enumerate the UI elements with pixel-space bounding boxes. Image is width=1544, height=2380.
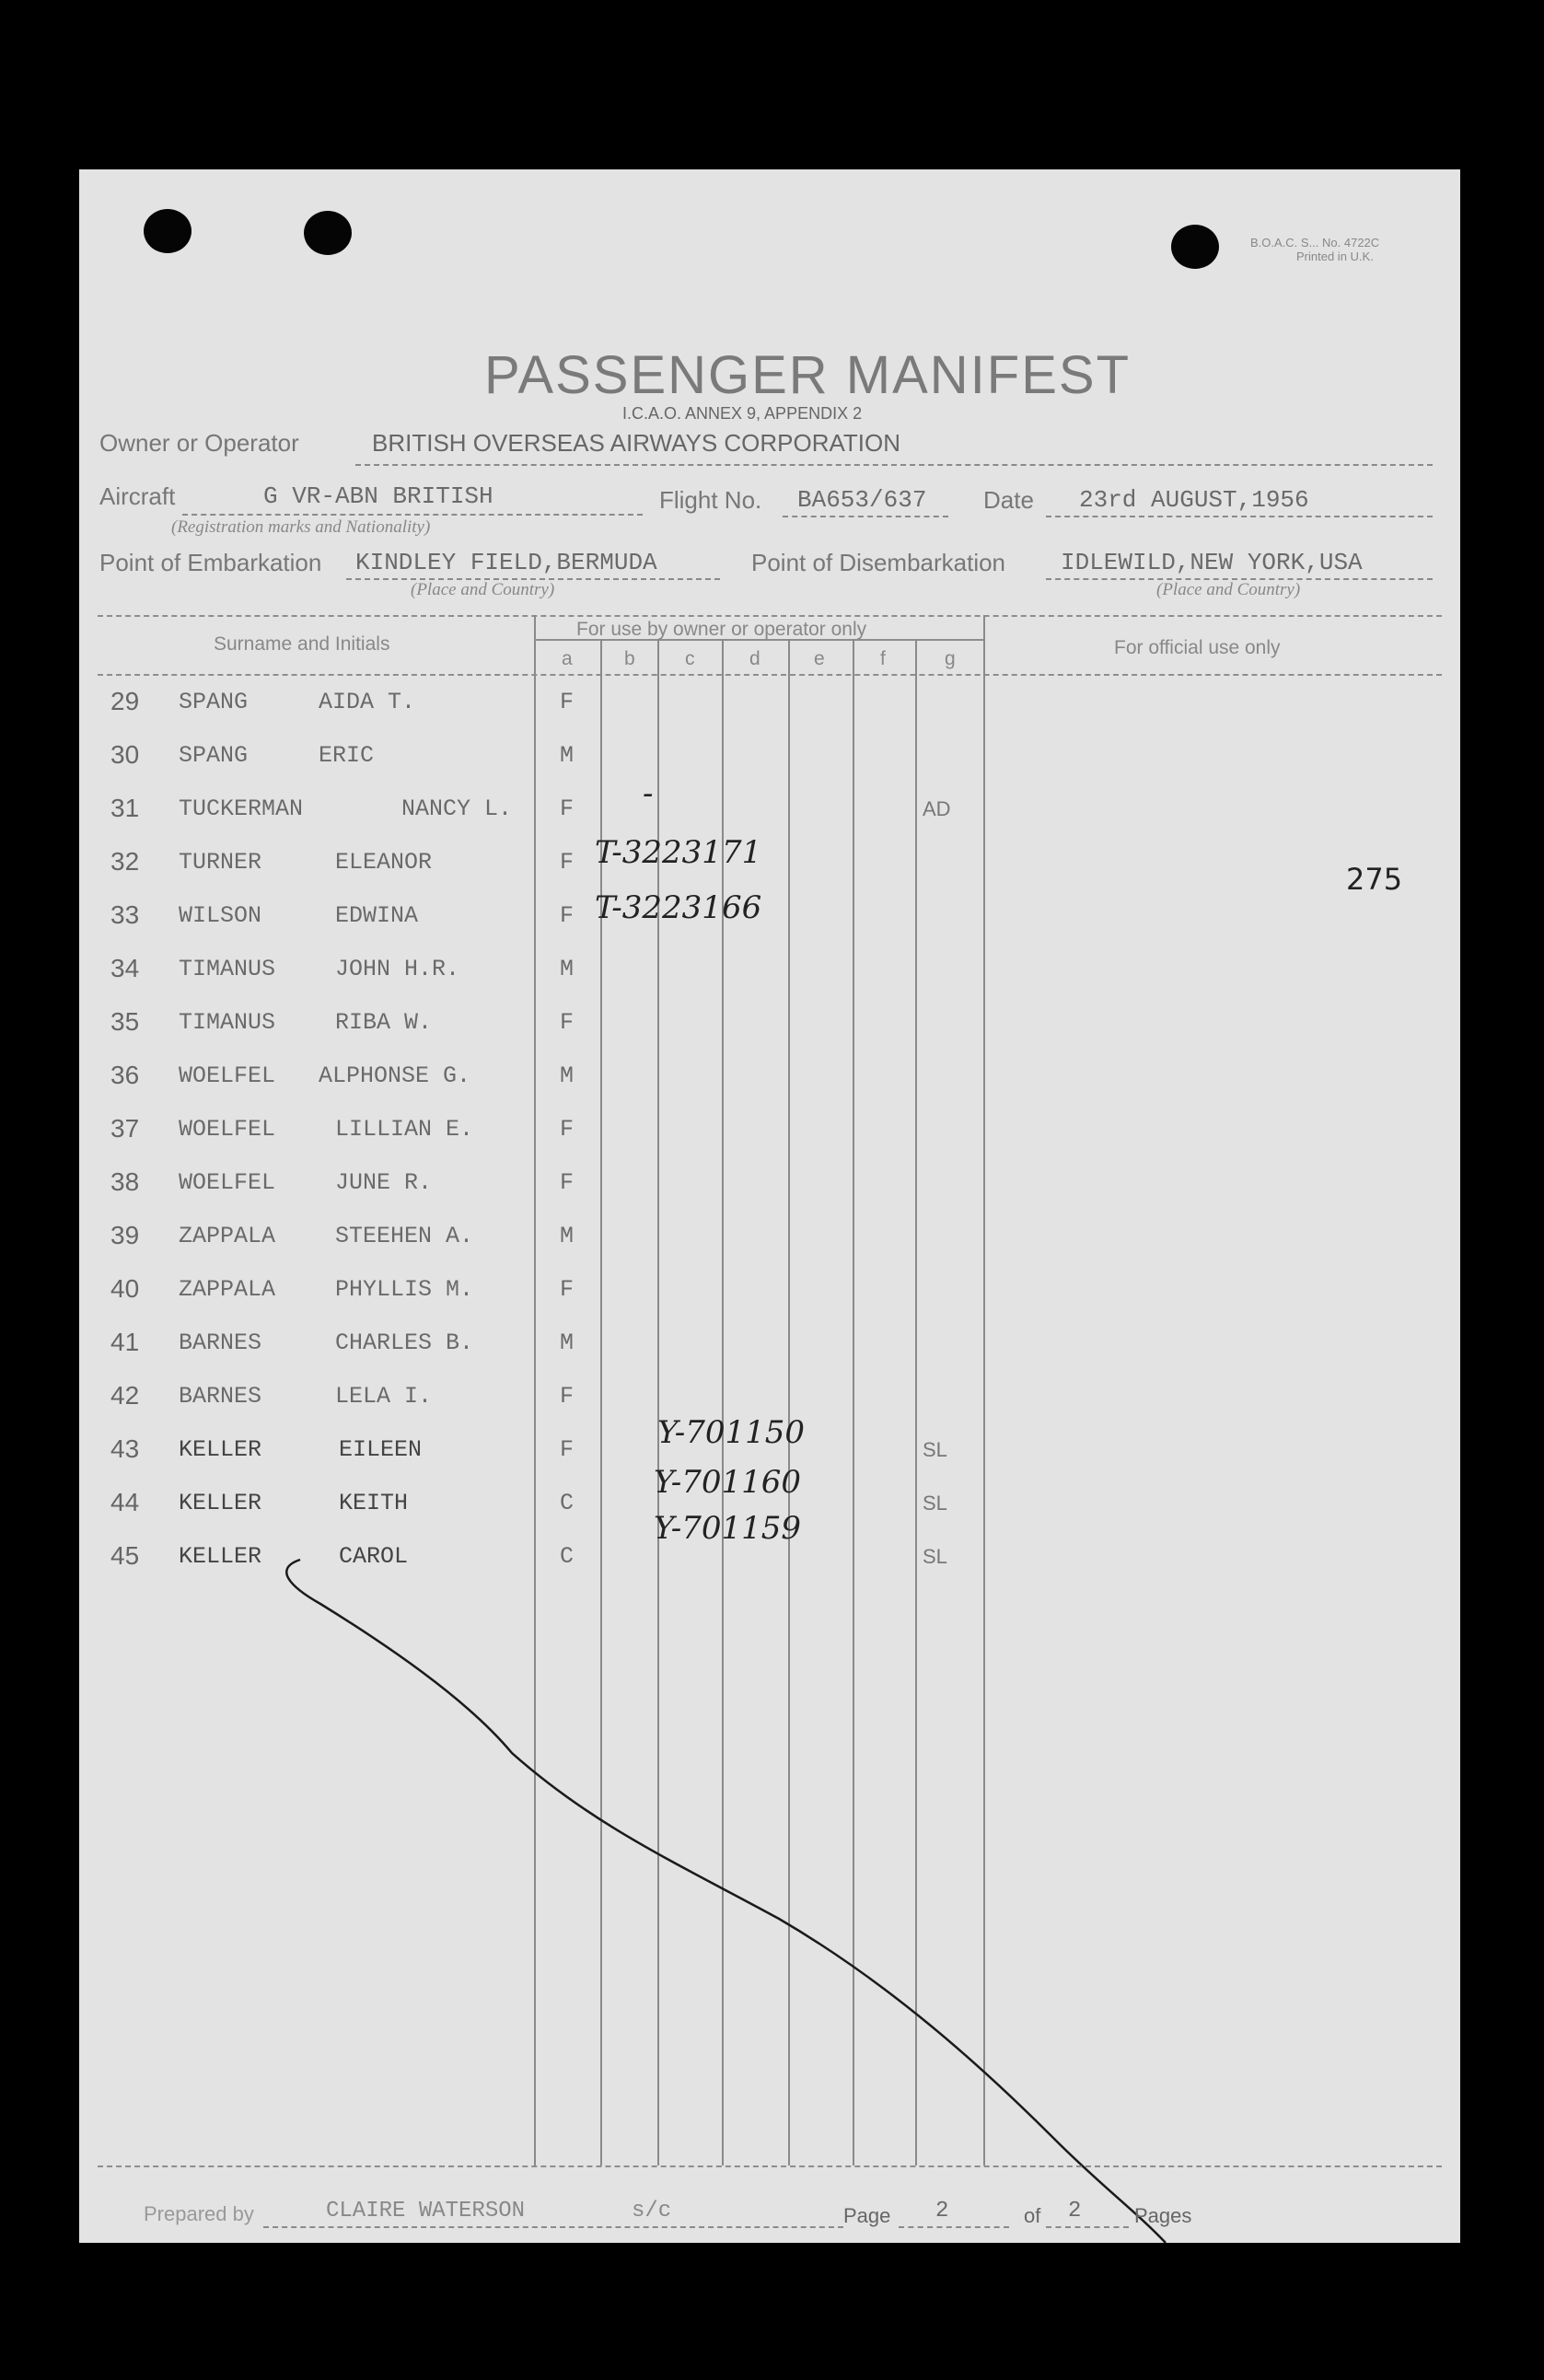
handwritten-entry: -: [643, 775, 654, 812]
name-column-header: Surname and Initials: [214, 633, 390, 655]
form-number-text: B.O.A.C. S... No. 4722C: [1250, 236, 1380, 250]
sex: F: [560, 1436, 575, 1463]
sex: F: [560, 849, 575, 876]
col-label-f: f: [880, 648, 886, 669]
sex: C: [560, 1543, 575, 1570]
flight-label: Flight No.: [659, 486, 762, 514]
printed-text: Printed in U.K.: [1296, 250, 1374, 263]
row-number: 40: [110, 1274, 140, 1303]
surname: TIMANUS: [179, 956, 276, 982]
sex: M: [560, 1223, 575, 1249]
col-label-a: a: [562, 648, 573, 669]
surname: WILSON: [179, 902, 262, 929]
row-number: 43: [110, 1434, 140, 1463]
sex: M: [560, 956, 575, 982]
status-code: SL: [923, 1438, 947, 1461]
owner-value: BRITISH OVERSEAS AIRWAYS CORPORATION: [372, 429, 901, 457]
embark-label: Point of Embarkation: [99, 549, 322, 576]
given-names: RIBA W.: [335, 1009, 433, 1036]
page-title: PASSENGER MANIFEST: [484, 345, 1132, 405]
surname: TUCKERMAN: [179, 795, 304, 822]
given-names: KEITH: [339, 1490, 409, 1516]
given-names: ERIC: [319, 742, 375, 769]
row-number: 34: [110, 954, 140, 982]
status-code: SL: [923, 1492, 947, 1515]
flight-value: BA653/637: [797, 486, 927, 514]
sex: M: [560, 742, 575, 769]
surname: SPANG: [179, 689, 249, 715]
sex: F: [560, 902, 575, 929]
given-names: JUNE R.: [335, 1169, 433, 1196]
given-names: EILEEN: [339, 1436, 423, 1463]
cancellation-stroke: [79, 169, 1460, 2243]
sex: F: [560, 1276, 575, 1303]
surname: WOELFEL: [179, 1116, 276, 1143]
date-label: Date: [983, 486, 1034, 514]
surname: KELLER: [179, 1543, 262, 1570]
owner-label: Owner or Operator: [99, 429, 299, 457]
given-names: NANCY L.: [401, 795, 513, 822]
surname: SPANG: [179, 742, 249, 769]
footer-rule: [98, 2165, 1442, 2167]
given-names: PHYLLIS M.: [335, 1276, 474, 1303]
manifest-sheet: [79, 169, 1460, 2243]
given-names: LILLIAN E.: [335, 1116, 474, 1143]
disembark-hint: (Place and Country): [1156, 580, 1301, 599]
row-number: 36: [110, 1061, 140, 1089]
official-use-header: For official use only: [1114, 637, 1281, 658]
sex: M: [560, 1062, 575, 1089]
page-number: 2: [935, 2199, 949, 2223]
prepared-underline: [263, 2226, 843, 2228]
row-number: 29: [110, 687, 140, 715]
surname: KELLER: [179, 1490, 262, 1516]
row-number: 31: [110, 794, 140, 822]
col-label-e: e: [814, 648, 825, 669]
sex: F: [560, 1116, 575, 1143]
surname: TIMANUS: [179, 1009, 276, 1036]
page-total: 2: [1068, 2199, 1082, 2223]
row-number: 32: [110, 847, 140, 876]
disembark-label: Point of Disembarkation: [751, 549, 1006, 576]
col-label-c: c: [685, 648, 695, 669]
row-number: 37: [110, 1114, 140, 1143]
handwritten-entry: T-3223171: [595, 834, 762, 871]
disembark-value: IDLEWILD,NEW YORK,USA: [1061, 549, 1363, 576]
owner-use-header: For use by owner or operator only: [576, 619, 867, 640]
given-names: EDWINA: [335, 902, 419, 929]
aircraft-label: Aircraft: [99, 482, 176, 510]
row-number: 35: [110, 1007, 140, 1036]
surname: TURNER: [179, 849, 262, 876]
surname: WOELFEL: [179, 1169, 276, 1196]
official-note: 275: [1346, 862, 1403, 897]
surname: KELLER: [179, 1436, 262, 1463]
given-names: STEEHEN A.: [335, 1223, 474, 1249]
aircraft-value: G VR-ABN BRITISH: [263, 482, 493, 510]
given-names: CHARLES B.: [335, 1329, 474, 1356]
surname: ZAPPALA: [179, 1276, 276, 1303]
handwritten-entry: Y-701160: [654, 1464, 801, 1501]
col-label-b: b: [624, 648, 635, 669]
sex: C: [560, 1490, 575, 1516]
given-names: AIDA T.: [319, 689, 416, 715]
given-names: ALPHONSE G.: [319, 1062, 471, 1089]
handwritten-entry: Y-701159: [654, 1510, 801, 1547]
prepared-suffix: s/c: [632, 2199, 672, 2223]
col-label-g: g: [945, 648, 956, 669]
col-label-d: d: [749, 648, 760, 669]
surname: ZAPPALA: [179, 1223, 276, 1249]
date-value: 23rd AUGUST,1956: [1079, 486, 1309, 514]
handwritten-entry: T-3223166: [595, 889, 762, 926]
page-label: Page: [843, 2204, 891, 2227]
surname: BARNES: [179, 1383, 262, 1410]
surname: BARNES: [179, 1329, 262, 1356]
given-names: CAROL: [339, 1543, 409, 1570]
aircraft-hint: (Registration marks and Nationality): [171, 517, 431, 537]
total-underline: [1046, 2226, 1129, 2228]
page-subtitle: I.C.A.O. ANNEX 9, APPENDIX 2: [622, 404, 863, 423]
row-number: 42: [110, 1381, 140, 1410]
page-underline: [899, 2226, 1009, 2228]
sex: F: [560, 1383, 575, 1410]
handwritten-entry: Y-701150: [657, 1414, 805, 1451]
row-number: 44: [110, 1488, 140, 1516]
row-number: 33: [110, 900, 140, 929]
row-number: 39: [110, 1221, 140, 1249]
given-names: ELEANOR: [335, 849, 433, 876]
embark-value: KINDLEY FIELD,BERMUDA: [355, 549, 657, 576]
sex: F: [560, 689, 575, 715]
sex: F: [560, 1169, 575, 1196]
status-code: AD: [923, 797, 951, 820]
row-number: 38: [110, 1167, 140, 1196]
sex: F: [560, 795, 575, 822]
sex: M: [560, 1329, 575, 1356]
embark-hint: (Place and Country): [411, 580, 555, 599]
given-names: JOHN H.R.: [335, 956, 460, 982]
given-names: LELA I.: [335, 1383, 433, 1410]
pages-label: Pages: [1134, 2204, 1192, 2227]
prepared-value: CLAIRE WATERSON: [326, 2199, 526, 2223]
row-number: 45: [110, 1541, 140, 1570]
prepared-label: Prepared by: [144, 2202, 254, 2225]
of-label: of: [1024, 2204, 1041, 2227]
status-code: SL: [923, 1545, 947, 1568]
sex: F: [560, 1009, 575, 1036]
row-number: 30: [110, 740, 140, 769]
surname: WOELFEL: [179, 1062, 276, 1089]
row-number: 41: [110, 1328, 140, 1356]
